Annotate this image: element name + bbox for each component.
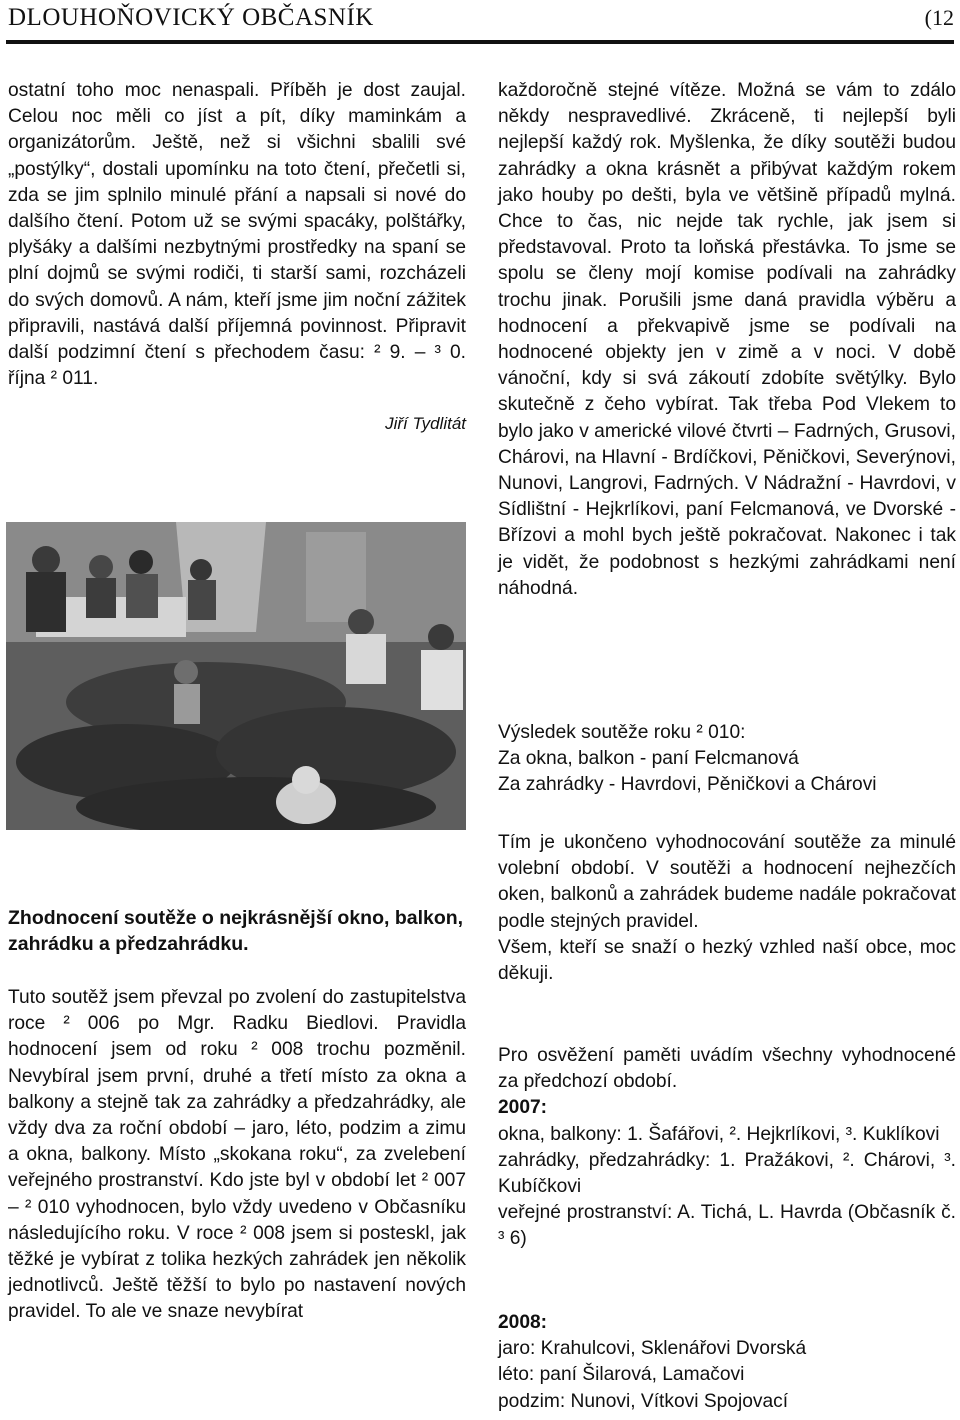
right-continuation-column xyxy=(498,78,956,602)
page-number: (12 xyxy=(924,5,954,30)
year-2007-heading: 2007: xyxy=(498,1097,548,1119)
header-rule xyxy=(6,40,954,44)
left-story-column xyxy=(8,78,466,436)
result-gardens: Za zahrádky - Havrdovi, Pěničkovi a Chárovi xyxy=(498,774,877,795)
masthead-title: DLOUHOŇOVICKÝ OBČASNÍK xyxy=(8,4,374,31)
thanks-paragraph: Všem, kteří se snaží o hezký vzhled naší obce, moc děkuji. xyxy=(498,936,956,985)
year-2007-public: veřejné prostranství: A. Tichá, L. Havrda (Občasník č. ³ 6) xyxy=(498,1202,956,1250)
competition-paragraph: Tuto soutěž jsem převzal po zvolení do zastupitelstva roce ² 006 po Mgr. Radku Biedlovi. Pravidla hodnocení jsem od roku ² 008 trochu pozměnil. Nevybíral jsem první, druhé a třetí místo za okna a balkony a stejně tak za zahrádky a předzahrádky, ale vždy dva za roční období – jaro, léto, podzim a zimu a okna, balkony. Místo „skokana roku“, za zvelebení veřejného prostranství. Kdo jste byl v období let ² 007 – ² 010 vyhodnocen, bylo vždy uvedeno v Občasníku následujícího roku. V roce ² 008 jsem si posteskl, jak těžké je vybírat z tolika hezkých zahrádek jen několik jednotlivců. Ještě těžší to bylo po nastavení nových pravidel. To ale ve snaze nevybírat xyxy=(8,987,466,1323)
year-2007-windows: okna, balkony: 1. Šafářovi, ². Hejkrlíkovi, ³. Kuklíkovi xyxy=(498,1123,940,1145)
closing-paragraph: Tím je ukončeno vyhodnocování soutěže za minulé volební období. V soutěži a hodnocení nejhezčích oken, balkonů a zahrádek budeme nadále pokračovat podle stejných pravidel. xyxy=(498,832,956,932)
year-2008-spring: jaro: Krahulcovi, Sklenářovi Dvorská xyxy=(498,1338,807,1360)
story-paragraph: ostatní toho moc nenaspali. Příběh je dost zaujal. Celou noc měli co jíst a pít, díky maminkám a organizátorům. Ještě, než si všichni sbalili své „postýlky“, dostali upomínku na toto čtení, přečetli si, zda se jim splnilo minulé přání a napsali si nové do dalšího čtení. Potom už se svými spacáky, polštářky, plyšáky a dalšími nezbytnými prostředky na spaní se plní dojmů se svými rodiči, ti starší sami, rozcházeli do svých domovů. A nám, kteří jsme jim noční zážitek připravili, nastává další příjemná povinnost. Připravit další podzimní čtení s přechodem času: ² 9. – ³ 0. října ² 011. xyxy=(8,80,466,390)
closing-block xyxy=(498,830,956,987)
year-2008-summer: léto: paní Šilarová, Lamačovi xyxy=(498,1364,745,1386)
competition-column xyxy=(8,985,466,1326)
result-block xyxy=(498,720,956,798)
year-2007-gardens: zahrádky, předzahrádky: 1. Pražákovi, ². Chárovi, ³. Kubíčkovi xyxy=(498,1149,956,1198)
recap-intro: Pro osvěžení paměti uvádím všechny vyhodnocené za předchozí období. xyxy=(498,1045,956,1093)
result-windows: Za okna, balkon - paní Felcmanová xyxy=(498,748,799,769)
year-2008-autumn: podzim: Nunovi, Vítkovi Spojovací xyxy=(498,1390,789,1412)
photo-illustration xyxy=(6,522,466,830)
continuation-paragraph: každoročně stejné vítěze. Možná se vám to zdálo někdy nespravedlivé. Zkráceně, ti nejlepší byli nejlepší každý rok. Myšlenka, že díky soutěži budou zahrádky a okna krásnět a přibývat každým rokem jako houby po dešti, byla ve většině případů mylná. Chce to čas, nic nejde tak rychle, jak jsem si představoval. Proto ta loňská přestávka. To jsme se spolu se členy mojí komise podívali na zahrádky trochu jinak. Porušili jsme daná pravidla výběru a hodnocení a překvapivě jsme se podívali na hodnocené objekty jen v zimě a v noci. V době vánoční, kdy si svá zákoutí zdobíte světýlky. Bylo skutečně z čeho vybírat. Tak třeba Pod Vlekem to bylo jako v americké vilové čtvrti – Fadrných, Grusovi, Chárovi, na Hlavní - Brdíčkovi, Pěničkovi, Severýnovi, Nunovi, Langrovi, Fadrných. V Nádražní - Havrdovi, v Sídlištní - Hejkrlíkovi, paní Felcmanová, ve Dvorské - Břízovi a mohl bych ještě pokračovat. Nakonec i tak je vidět, že podobnost s hezkými zahrádkami není náhodná. xyxy=(498,80,956,599)
competition-heading: Zhodnocení soutěže o nejkrásnější okno, balkon, zahrádku a předzahrádku. xyxy=(8,907,464,955)
event-photo xyxy=(6,522,466,830)
year-2008-block xyxy=(498,1310,956,1415)
recap-block xyxy=(498,1043,956,1253)
author-signature: Jiří Tydlitát xyxy=(385,414,466,434)
page-header xyxy=(0,0,960,42)
year-2008-heading: 2008: xyxy=(498,1312,548,1333)
result-title: Výsledek soutěže roku ² 010: xyxy=(498,722,746,743)
